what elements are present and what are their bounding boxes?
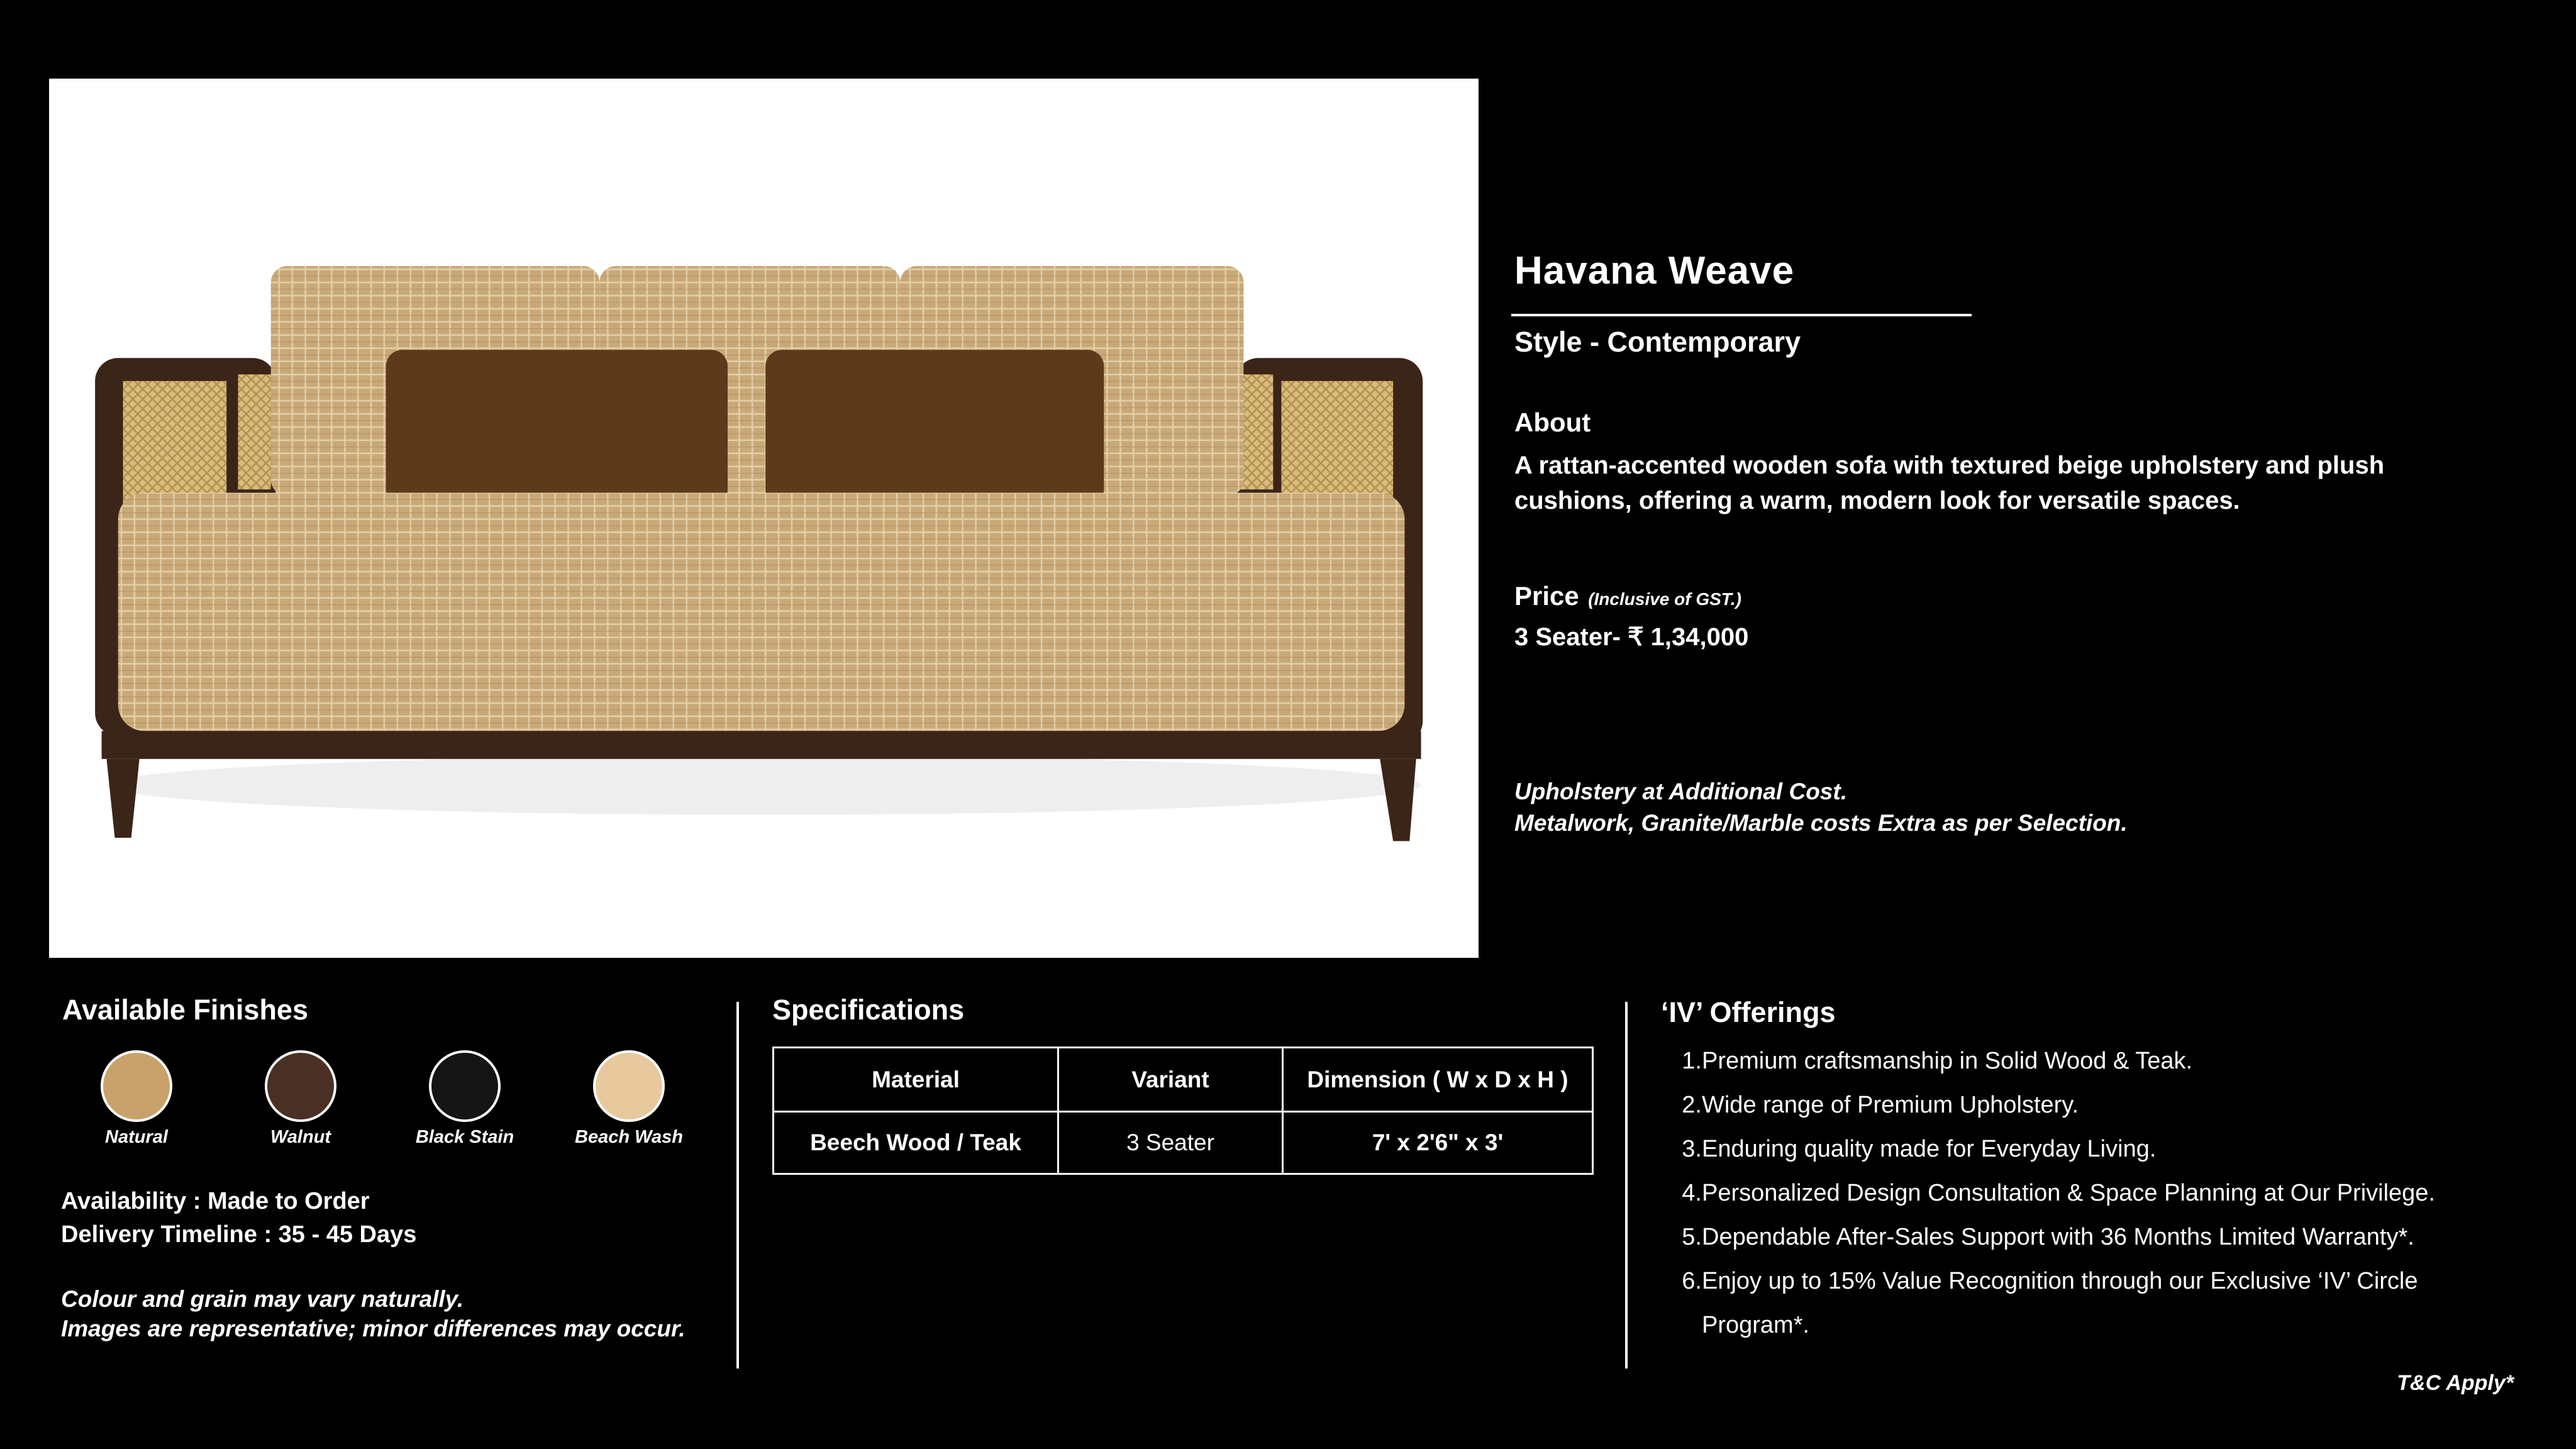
finish-swatch-beach-wash[interactable]: [593, 1050, 665, 1122]
offering-number: 3.: [1682, 1136, 1702, 1162]
offering-item: [1679, 1127, 2156, 1171]
offering-number: 1.: [1682, 1048, 1702, 1074]
delivery-timeline: Delivery Timeline : 35 - 45 Days: [61, 1221, 417, 1248]
note-upholstery: Upholstery at Additional Cost.: [1514, 779, 1847, 804]
offering-item: [1679, 1039, 2192, 1083]
offering-number: 2.: [1682, 1092, 1702, 1118]
finish-label: Black Stain: [415, 1127, 514, 1147]
about-text: A rattan-accented wooden sofa with textured beige upholstery and plush cushions, offering a warm, modern look for versatile spaces.: [1514, 452, 2385, 514]
offering-text: Enjoy up to 15% Value Recognition through our Exclusive ‘IV’ Circle Program*.: [1702, 1268, 2418, 1338]
price-value: 3 Seater- ₹ 1,34,000: [1514, 623, 1749, 651]
column-header-variant: Variant: [1058, 1048, 1283, 1112]
offerings-heading: ‘IV’ Offerings: [1661, 996, 1836, 1028]
finish-label: Beach Wash: [575, 1127, 683, 1147]
terms-apply: T&C Apply*: [2397, 1371, 2514, 1395]
sofa-illustration: [49, 79, 1479, 958]
cell-material: Beech Wood / Teak: [774, 1112, 1058, 1174]
section-divider: [736, 1002, 739, 1368]
finish-label: Walnut: [270, 1127, 331, 1147]
product-title: Havana Weave: [1514, 249, 1795, 292]
price-block: [1514, 581, 1741, 611]
offering-text: Dependable After-Sales Support with 36 Months Limited Warranty*.: [1702, 1224, 2414, 1250]
finish-swatch-black-stain[interactable]: [429, 1050, 501, 1122]
section-divider: [1625, 1002, 1628, 1368]
offering-text: Premium craftsmanship in Solid Wood & Teak.: [1702, 1048, 2193, 1074]
specifications-heading: Specifications: [772, 994, 965, 1026]
product-image: [49, 79, 1479, 958]
offering-number: 6.: [1682, 1268, 1702, 1294]
offering-number: 5.: [1682, 1224, 1702, 1250]
column-header-material: Material: [774, 1048, 1058, 1112]
product-style: Style - Contemporary: [1514, 326, 1801, 358]
finish-label: Natural: [105, 1127, 168, 1147]
column-header-dimension: Dimension ( W x D x H ): [1283, 1048, 1593, 1112]
finish-swatch-walnut[interactable]: [265, 1050, 336, 1122]
title-underline: [1511, 314, 1972, 316]
offering-text: Enduring quality made for Everyday Living.: [1702, 1136, 2157, 1162]
table-row: [774, 1112, 1593, 1174]
table-header-row: [774, 1048, 1593, 1112]
finish-swatch-natural[interactable]: [101, 1050, 172, 1122]
offering-item: [1679, 1215, 2414, 1259]
specifications-table: [772, 1046, 1594, 1175]
disclaimer-colour: Colour and grain may vary naturally.: [61, 1286, 464, 1312]
about-heading: About: [1514, 408, 1591, 437]
finishes-heading: Available Finishes: [62, 994, 308, 1026]
price-heading: Price: [1514, 581, 1579, 611]
offering-number: 4.: [1682, 1180, 1702, 1206]
cell-dimension: 7' x 2'6" x 3': [1283, 1112, 1593, 1174]
price-note: (Inclusive of GST.): [1588, 589, 1741, 609]
offering-item: [1679, 1171, 2435, 1215]
offering-text: Personalized Design Consultation & Space Planning at Our Privilege.: [1702, 1180, 2435, 1206]
availability: Availability : Made to Order: [61, 1188, 370, 1214]
note-metalwork: Metalwork, Granite/Marble costs Extra as per Selection.: [1514, 810, 2128, 836]
offering-item: [1679, 1083, 2079, 1127]
cell-variant: 3 Seater: [1058, 1112, 1283, 1174]
offering-text: Wide range of Premium Upholstery.: [1702, 1092, 2079, 1118]
disclaimer-images: Images are representative; minor differences may occur.: [61, 1316, 686, 1341]
offering-item: [1679, 1259, 2497, 1347]
